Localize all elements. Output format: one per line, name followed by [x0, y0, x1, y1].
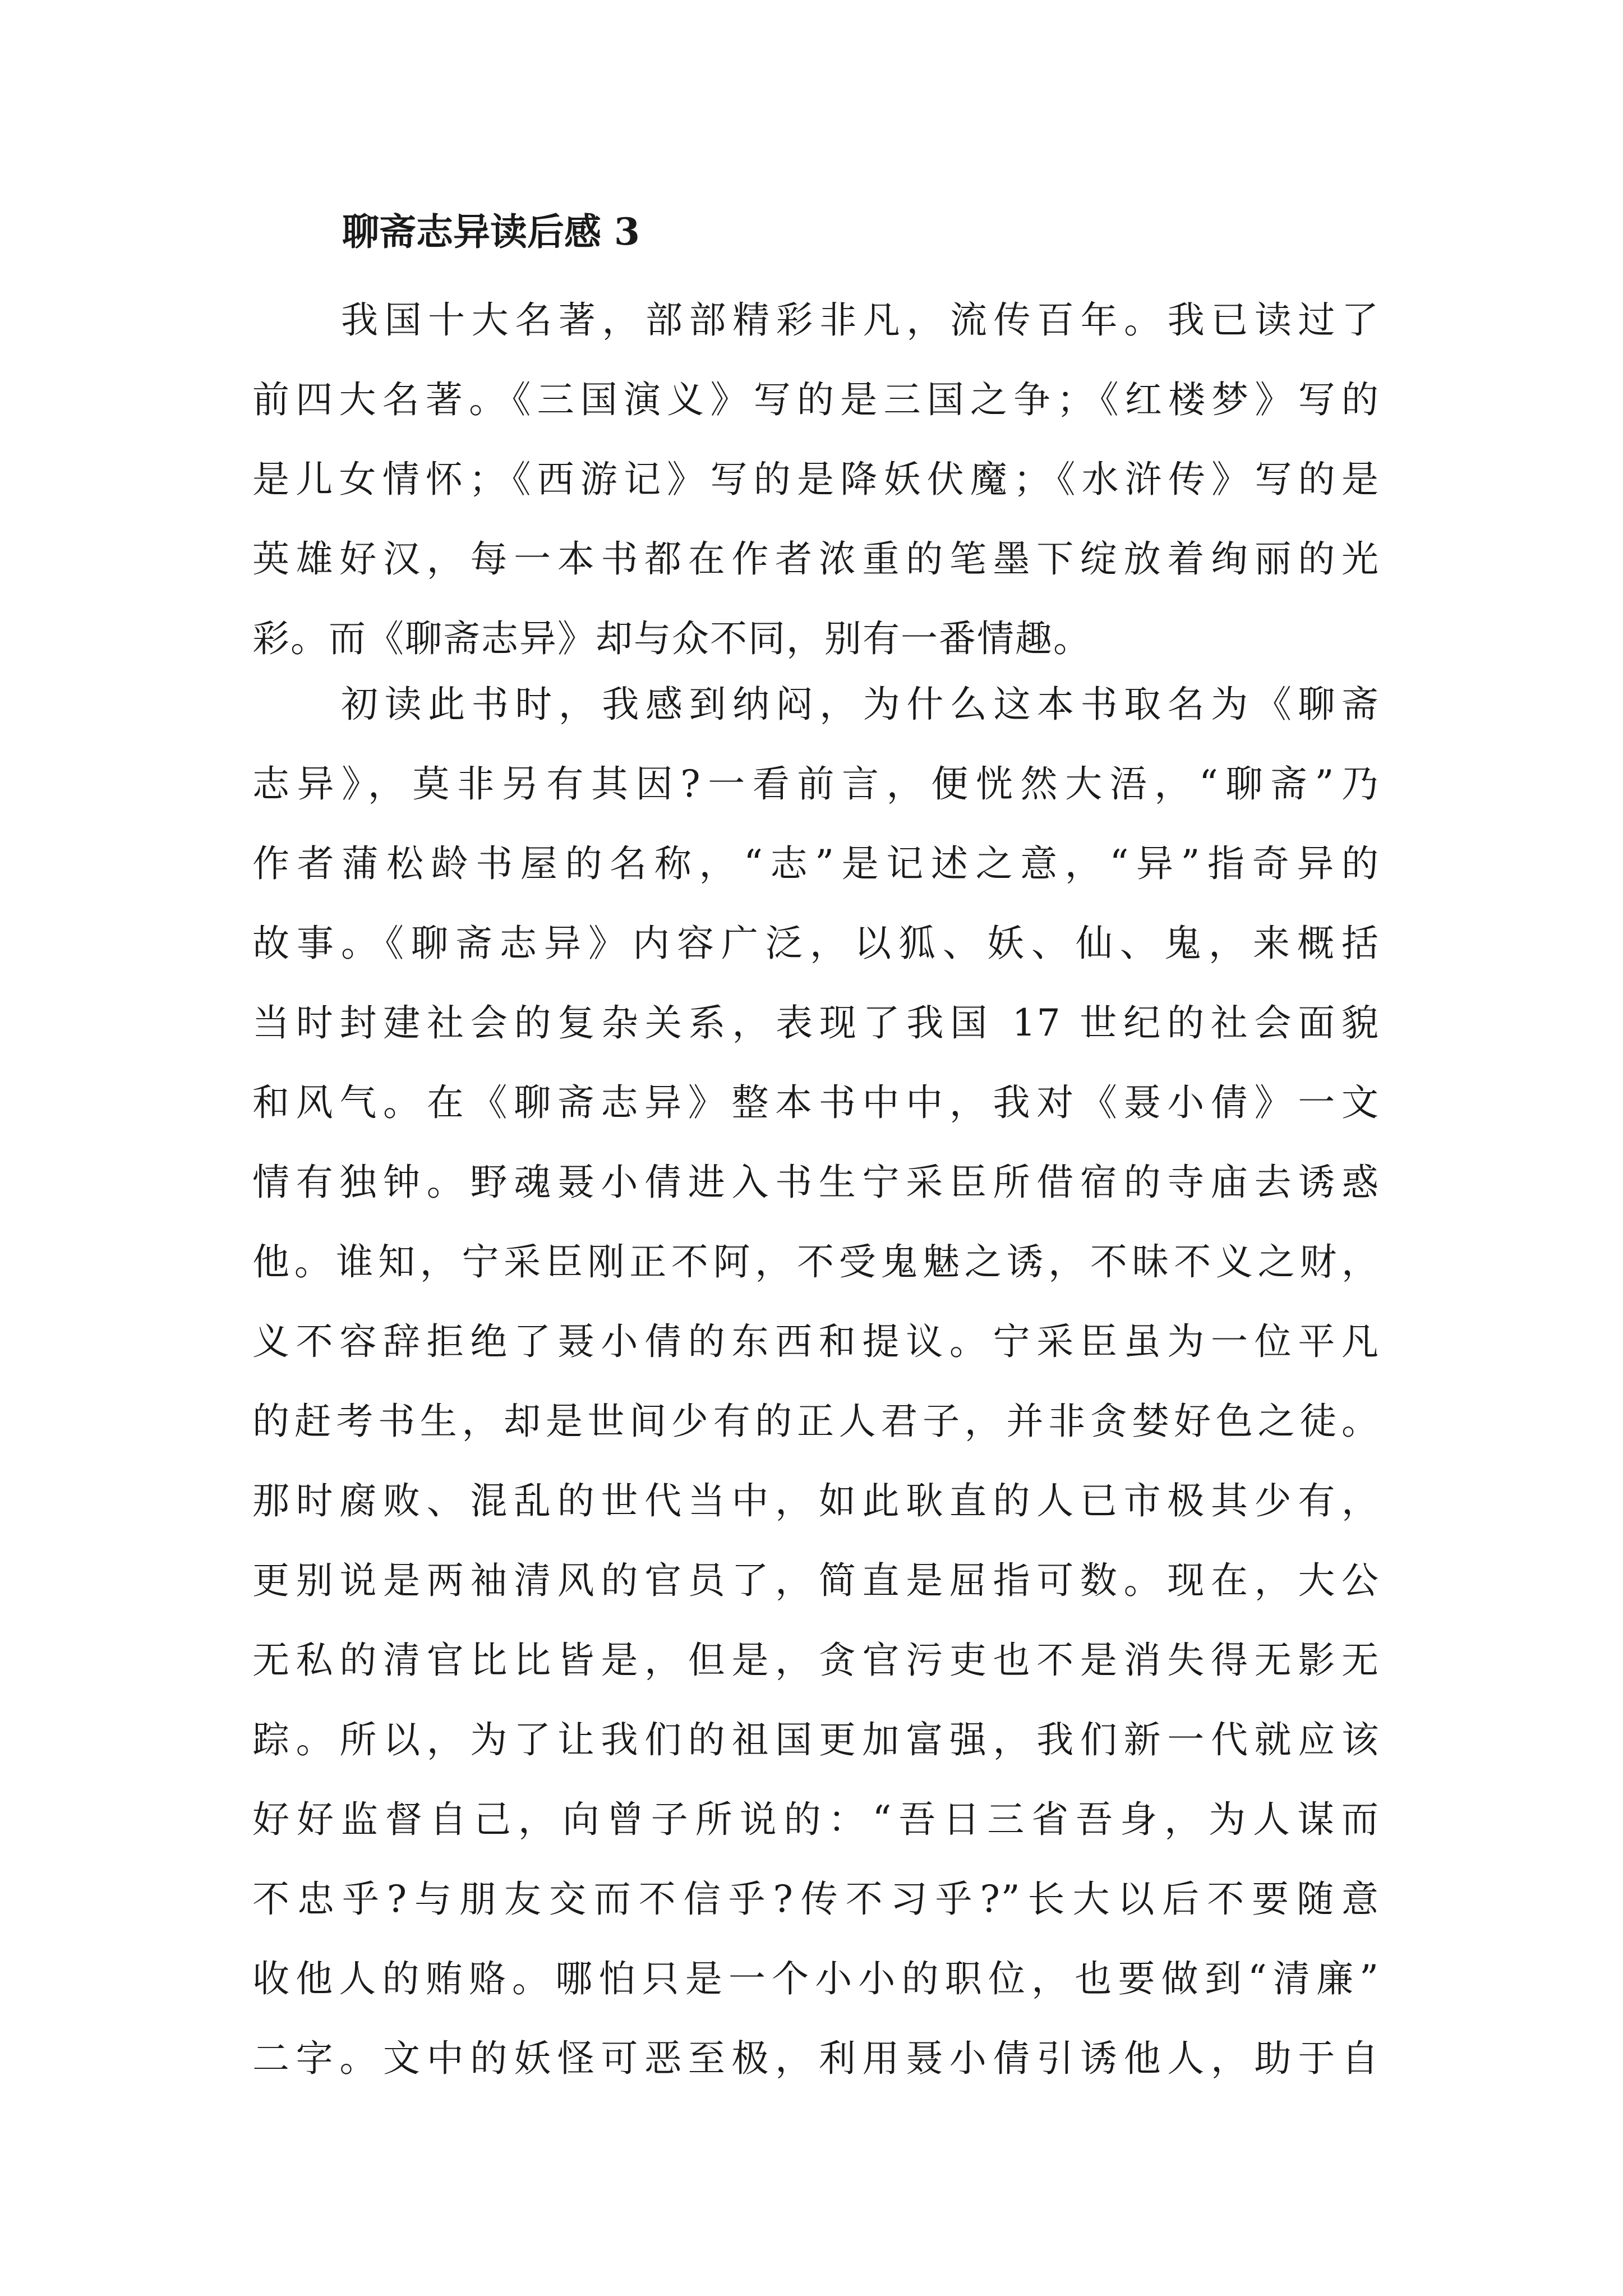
text-line: 故事。《聊斋志异》内容广泛，以狐、妖、仙、鬼，来概括 — [252, 922, 1380, 965]
text-line: 当时封建社会的复杂关系，表现了我国 17 世纪的社会面貌 — [252, 1001, 1380, 1045]
text-line: 不忠乎?与朋友交而不信乎?传不习乎?”长大以后不要随意 — [252, 1878, 1380, 1921]
text-line: 那时腐败、混乱的世代当中，如此耿直的人已市极其少有， — [252, 1479, 1380, 1522]
text-line: 他。谁知，宁采臣刚正不阿，不受鬼魅之诱，不昧不义之财， — [252, 1240, 1380, 1283]
text-line: 作者蒲松龄书屋的名称，“志”是记述之意，“异”指奇异的 — [252, 842, 1380, 885]
text-line: 初读此书时，我感到纳闷，为什么这本书取名为《聊斋 — [341, 683, 1380, 726]
text-line: 踪。所以，为了让我们的祖国更加富强，我们新一代就应该 — [252, 1718, 1380, 1761]
text-line: 更别说是两袖清风的官员了，简直是屈指可数。现在，大公 — [252, 1559, 1380, 1602]
text-line: 英雄好汉，每一本书都在作者浓重的笔墨下绽放着绚丽的光 — [252, 537, 1380, 581]
text-line: 我国十大名著，部部精彩非凡，流传百年。我已读过了 — [341, 298, 1380, 342]
text-line: 彩。而《聊斋志异》却与众不同，别有一番情趣。 — [252, 617, 1091, 660]
text-line: 二字。文中的妖怪可恶至极，利用聂小倩引诱他人，助于自 — [252, 2037, 1380, 2080]
text-line: 义不容辞拒绝了聂小倩的东西和提议。宁采臣虽为一位平凡 — [252, 1320, 1380, 1363]
text-line: 收他人的贿赂。哪怕只是一个小小的职位，也要做到“清廉” — [252, 1957, 1380, 2000]
paragraph-2 — [252, 665, 1380, 2099]
text-line: 是儿女情怀；《西游记》写的是降妖伏魔；《水浒传》写的是 — [252, 458, 1380, 501]
text-line: 的赶考书生，却是世间少有的正人君子，并非贪婪好色之徒。 — [252, 1400, 1380, 1443]
text-line: 无私的清官比比皆是，但是，贪官污吏也不是消失得无影无 — [252, 1639, 1380, 1682]
text-line: 情有独钟。野魂聂小倩进入书生宁采臣所借宿的寺庙去诱惑 — [252, 1161, 1380, 1204]
page-title: 聊斋志异读后感 3 — [342, 210, 640, 254]
text-line: 志异》，莫非另有其因?一看前言，便恍然大浯，“聊斋”乃 — [252, 762, 1380, 806]
paragraph-1 — [252, 280, 1380, 679]
text-line: 前四大名著。《三国演义》写的是三国之争；《红楼梦》写的 — [252, 378, 1380, 421]
text-line: 好好监督自己，向曾子所说的：“吾日三省吾身，为人谋而 — [252, 1798, 1380, 1841]
text-line: 和风气。在《聊斋志异》整本书中中，我对《聂小倩》一文 — [252, 1081, 1380, 1124]
